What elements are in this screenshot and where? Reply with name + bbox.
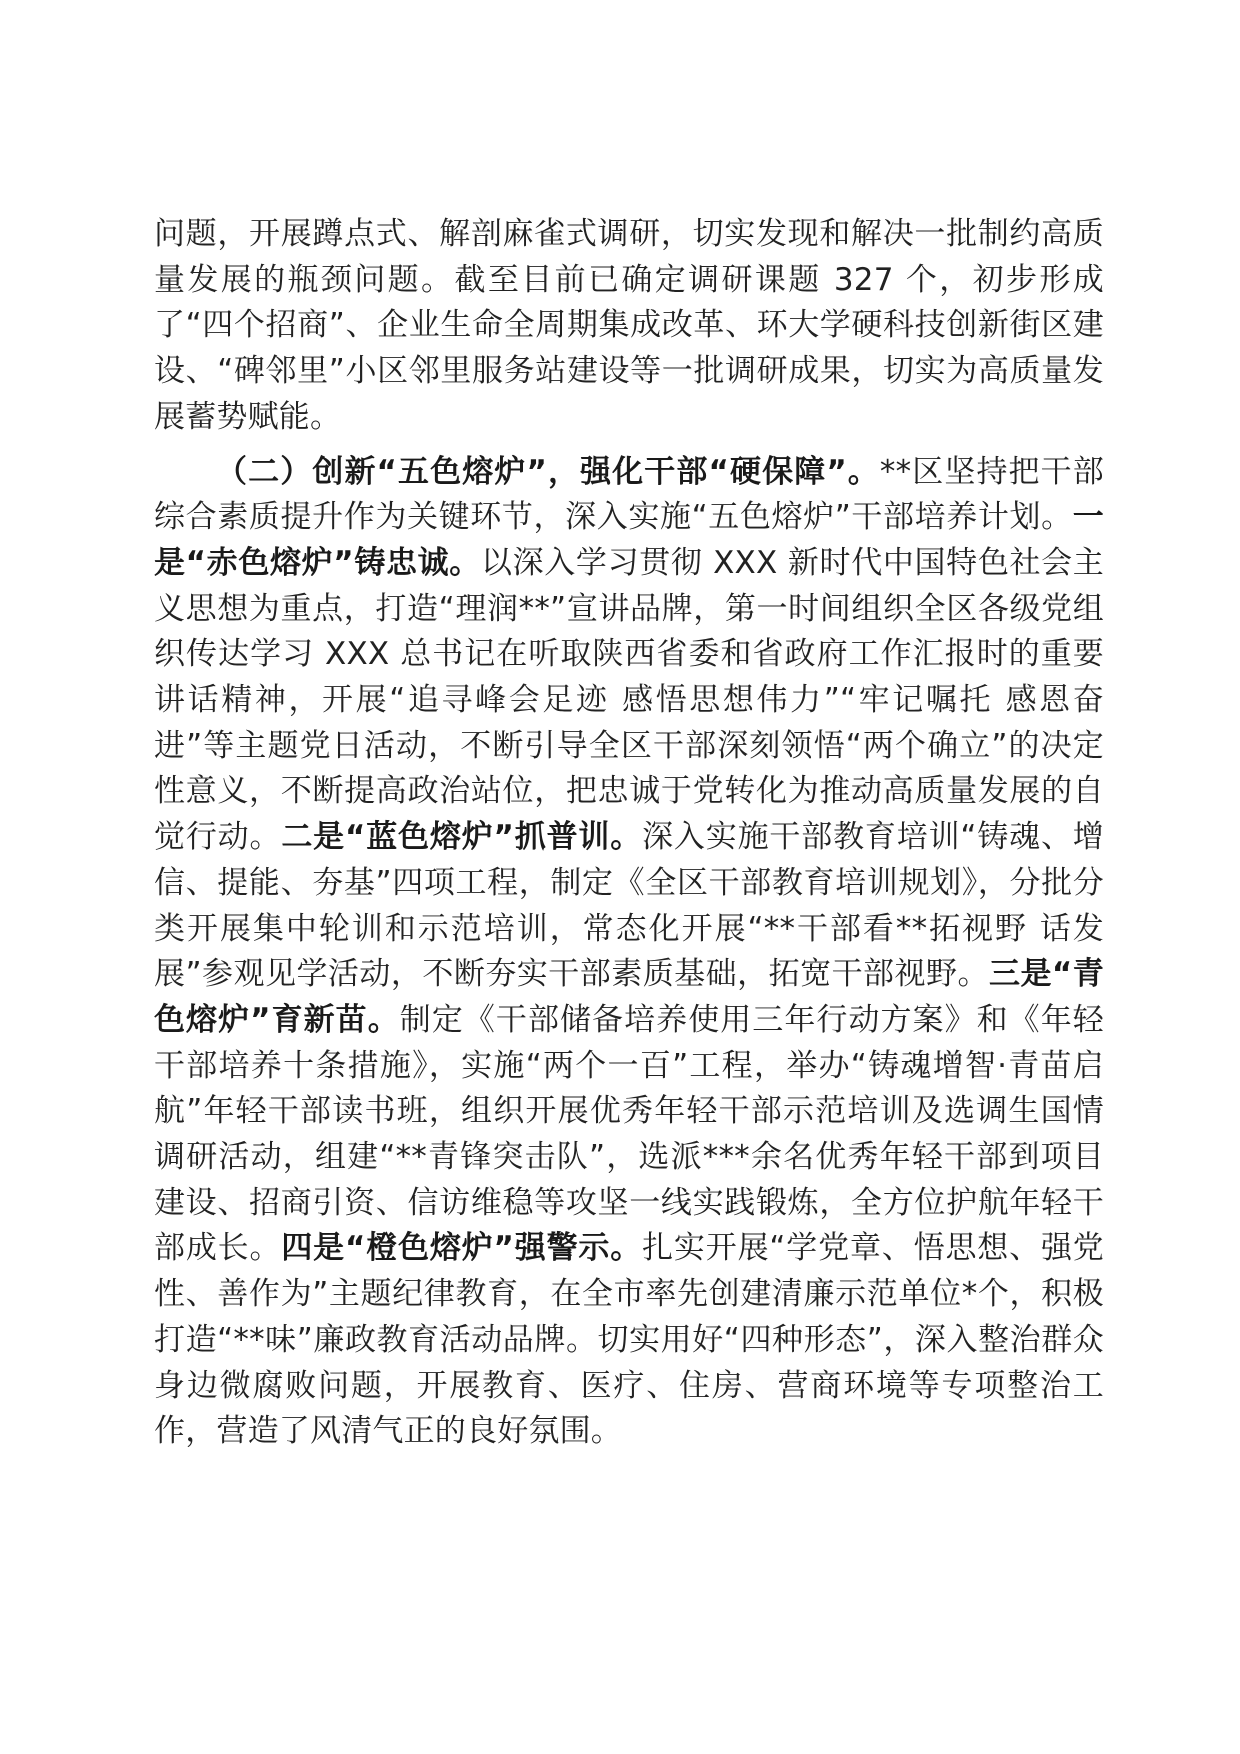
point-text-red: 以深入学习贯彻 XXX 新时代中国特色社会主义思想为重点，打造“理润**”宣讲品牌，第一时间组织全区各级党组织传达学习 XXX 总书记在听取陕西省委和省政府工作汇报时的重要讲话精神，开展“追寻峰会足迹 感悟思想伟力”“牢记嘱托 感恩奋进”等主题党日活动，不断引导全区干部深刻领悟“两个确立”的决定性意义，不断提高政治站位，把忠诚于党转化为推动高质量发展的自觉行动。	[154, 544, 1104, 856]
section-intro: **区坚持把干部综合素质提升作为关键环节，深入实施“五色熔炉”干部培养计划。	[154, 453, 1104, 536]
paragraph-text: 问题，开展蹲点式、解剖麻雀式调研，切实发现和解决一批制约高质量发展的瓶颈问题。截至目前已确定调研课题 327 个，初步形成了“四个招商”、企业生命全周期集成改革、环大学硬科技创新街区建设、“碑邻里”小区邻里服务站建设等一批调研成果，切实为高质量发展蓄势赋能。	[154, 216, 1104, 435]
point-text-orange: 扎实开展“学党章、悟思想、强党性、善作为”主题纪律教育，在全市率先创建清廉示范单位*个，积极打造“**味”廉政教育活动品牌。切实用好“四种形态”，深入整治群众身边微腐败问题，开展教育、医疗、住房、营商环境等专项整治工作，营造了风清气正的良好氛围。	[154, 1230, 1104, 1450]
point-title-cyan: 三是“青色熔炉”育新苗。	[154, 956, 1104, 1038]
paragraph-five-color-furnace	[154, 450, 1104, 1455]
point-text-cyan: 制定《干部储备培养使用三年行动方案》和《年轻干部培养十条措施》，实施“两个一百”工程，举办“铸魂增智·青苗启航”年轻干部读书班，组织开展优秀年轻干部示范培训及选调生国情调研活动，组建“**青锋突击队”，选派***余名优秀年轻干部到项目建设、招商引资、信访维稳等攻坚一线实践锻炼，全方位护航年轻干部成长。	[154, 1001, 1104, 1267]
paragraph-research-results	[154, 212, 1104, 441]
point-title-red: 一是“赤色熔炉”铸忠诚。	[154, 499, 1104, 581]
section-heading: （二）创新“五色熔炉”，强化干部“硬保障”。	[216, 453, 880, 490]
point-title-blue: 二是“蓝色熔炉”抓普训。	[281, 819, 643, 856]
point-text-blue: 深入实施干部教育培训“铸魂、增信、提能、夯基”四项工程，制定《全区干部教育培训规划》，分批分类开展集中轮训和示范培训，常态化开展“**干部看**拓视野 话发展”参观见学活动，不断夯实干部素质基础，拓宽干部视野。	[154, 819, 1104, 993]
document-body	[154, 212, 1104, 1455]
point-title-orange: 四是“橙色熔炉”强警示。	[281, 1230, 643, 1267]
